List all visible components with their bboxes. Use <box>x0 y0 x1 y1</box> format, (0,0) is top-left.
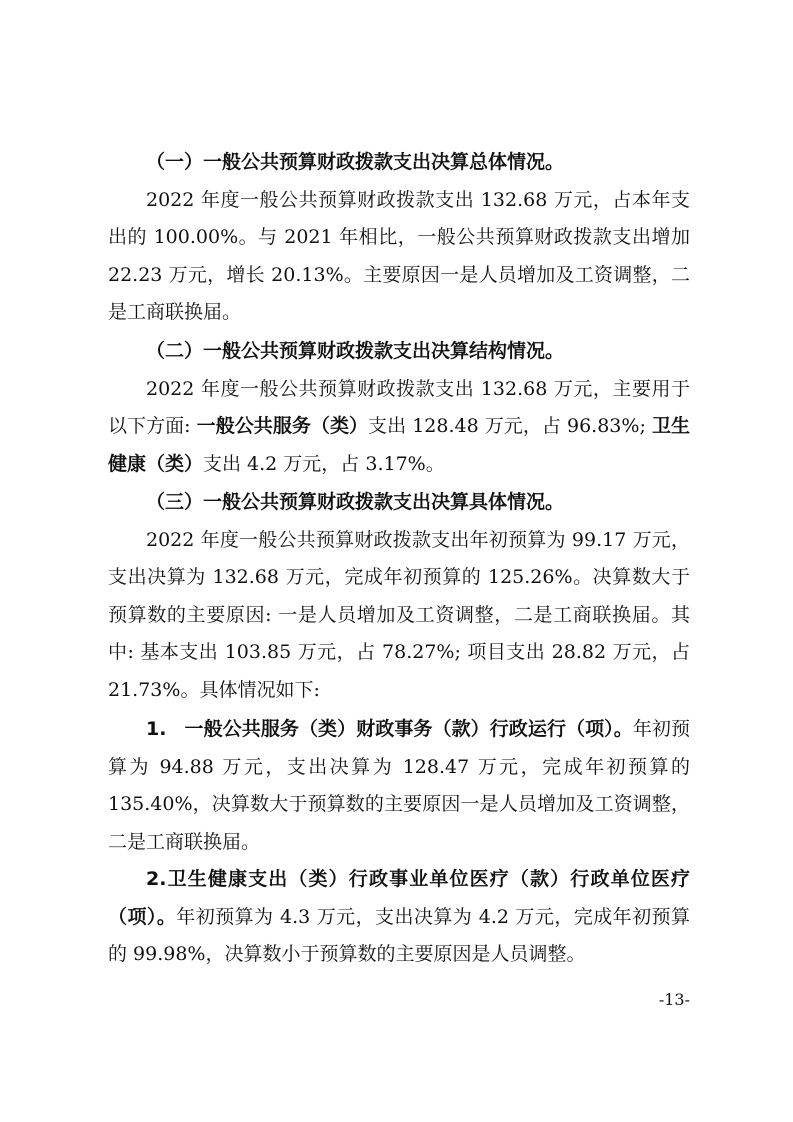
item-2-text: 年初预算为 4.3 万元，支出决算为 4.2 万元，完成年初预算的 99.98%，决算数小于预算数的主要原因是人员调整。 <box>108 905 690 966</box>
section-2-heading: （二）一般公共预算财政拨款支出决算结构情况。 <box>146 340 565 362</box>
section-3-heading: （三）一般公共预算财政拨款支出决算具体情况。 <box>146 491 565 513</box>
item-2 <box>108 861 690 974</box>
item-1-text: 年初预算为 94.88 万元，支出决算为 128.47 万元，完成年初预算的 135.40%，决算数大于预算数的主要原因一是人员增加及工资调整，二是工商联换届。 <box>108 718 690 853</box>
item-2-paragraph <box>108 861 690 974</box>
item-1 <box>108 711 690 861</box>
section-2-paragraph <box>108 371 690 484</box>
item-1-number: 1. <box>146 718 167 740</box>
section-2-bold-health: 卫生健康（类） <box>108 415 690 475</box>
section-2 <box>108 333 690 483</box>
section-3-paragraph: 2022 年度一般公共预算财政拨款支出年初预算为 99.17 万元，支出决算为 132.68 万元，完成年初预算的 125.26%。决算数大于预算数的主要原因: 一是人员增加及工资调整，二是工商联换届。其中: 基本支出 103.85 万元，占 78.27%; 项目支出 28.82 万元，占 21.73%。具体情况如下: <box>108 528 690 701</box>
item-2-title: 2.卫生健康支出（类）行政事业单位医疗（款）行政单位医疗（项）。 <box>108 868 690 928</box>
item-1-paragraph <box>108 711 690 861</box>
section-2-text-a: 2022 年度一般公共预算财政拨款支出 132.68 万元，主要用于以下方面: <box>108 377 690 438</box>
section-2-bold-general-services: 一般公共服务（类） <box>196 415 369 438</box>
section-1 <box>108 144 690 332</box>
section-1-paragraph: 2022 年度一般公共预算财政拨款支出 132.68 万元，占本年支出的 100.00%。与 2021 年相比，一般公共预算财政拨款支出增加 22.23 万元，增长 20.13%。主要原因一是人员增加及工资调整，二是工商联换届。 <box>108 188 690 324</box>
section-3 <box>108 484 690 710</box>
section-2-text-c: 支出 4.2 万元，占 3.17%。 <box>203 452 445 475</box>
page-number: -13- <box>658 990 690 1009</box>
section-1-heading: （一）一般公共预算财政拨款支出决算总体情况。 <box>146 151 565 173</box>
item-1-title: 一般公共服务（类）财政事务（款）行政运行（项）。 <box>184 718 633 740</box>
section-2-text-b: 支出 128.48 万元，占 96.83%; <box>368 415 652 438</box>
